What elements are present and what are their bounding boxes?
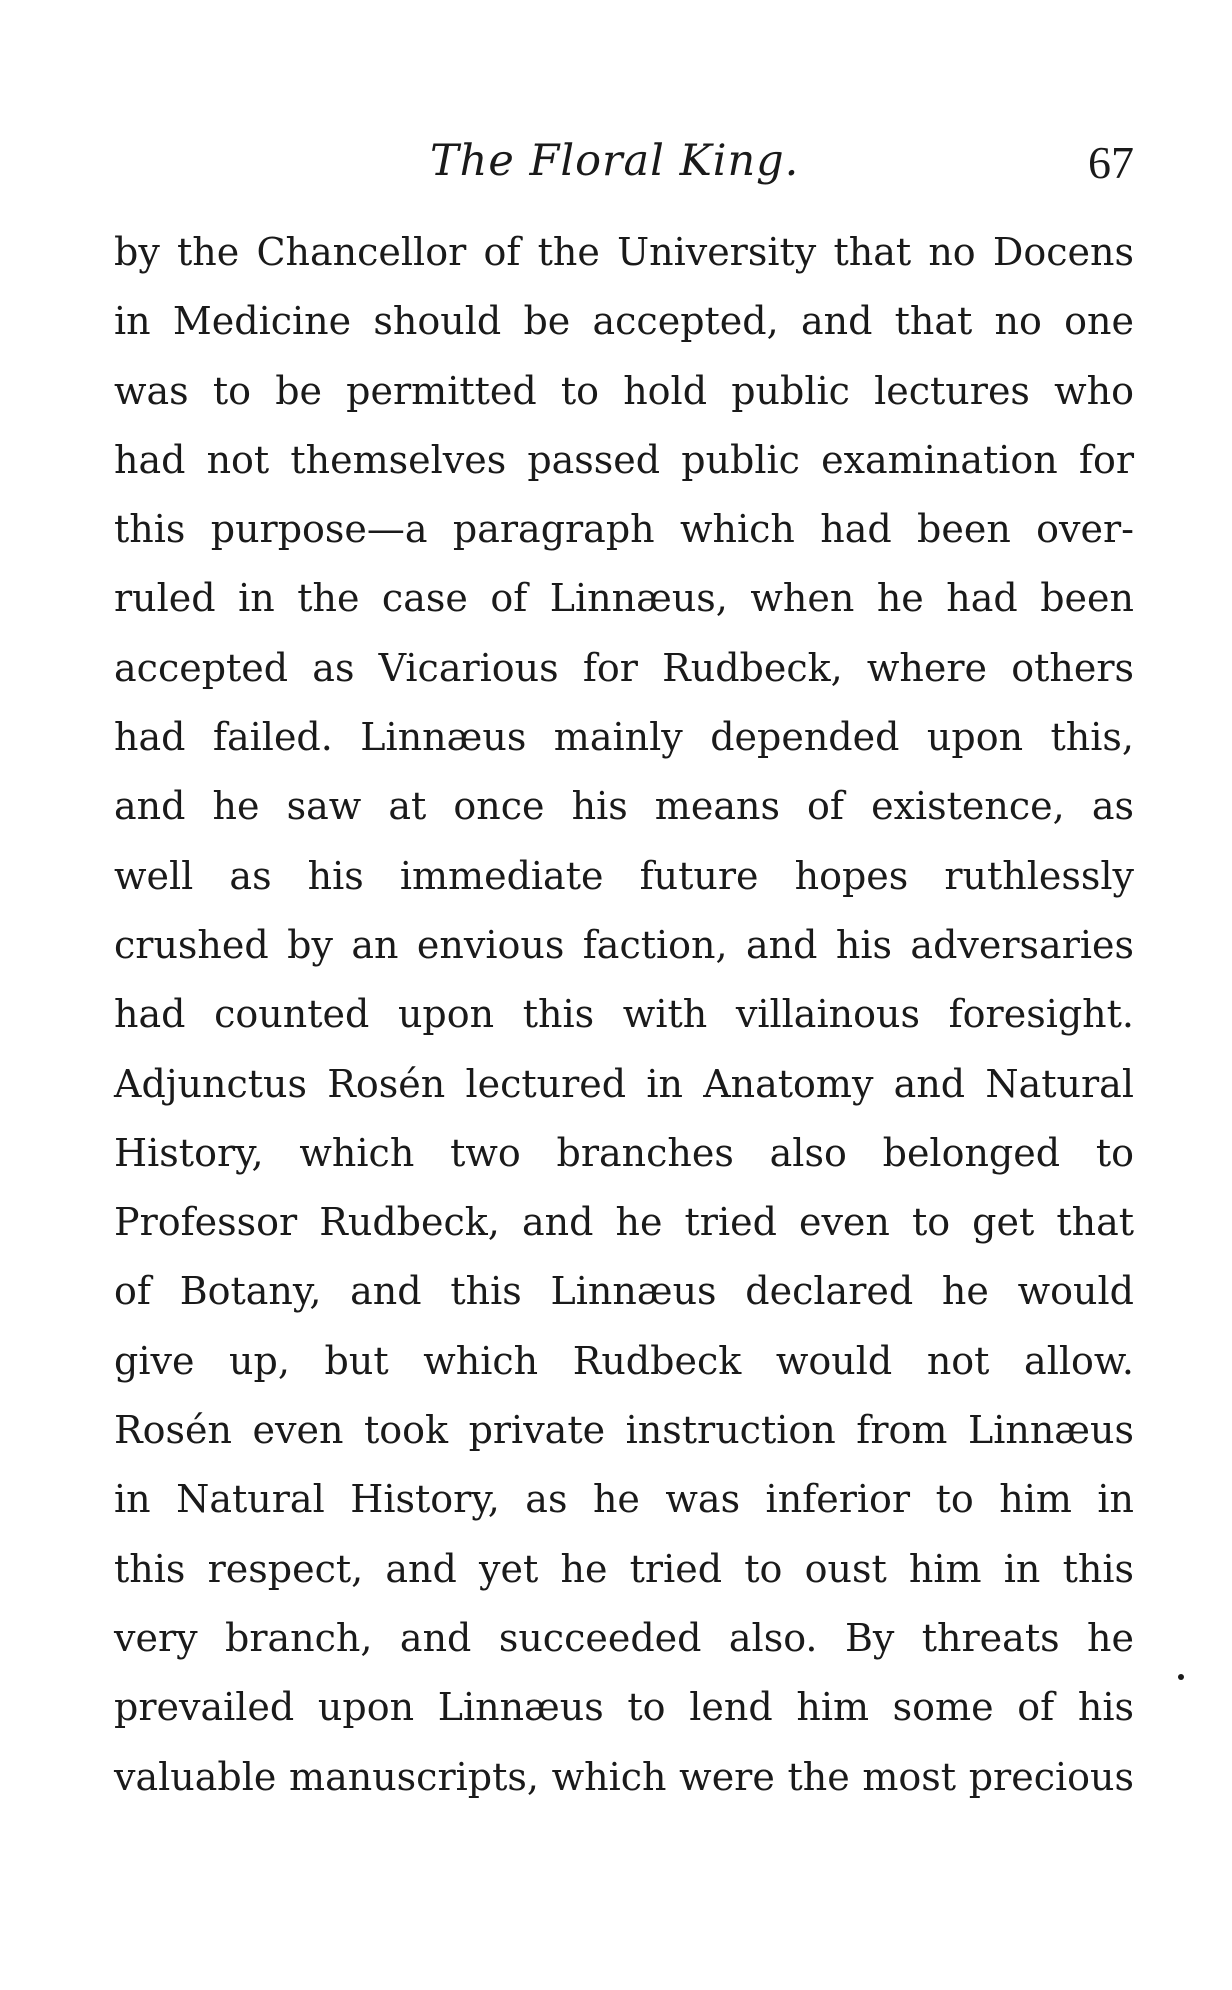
text-line: very branch, and succeeded also. By threats he: [114, 1615, 1134, 1660]
text-line: was to be permitted to hold public lectures who: [114, 368, 1134, 413]
text-line: Adjunctus Rosén lectured in Anatomy and Natural: [114, 1061, 1134, 1106]
running-title: The Floral King.: [430, 136, 800, 186]
running-head: [114, 136, 1134, 196]
text-line: give up, but which Rudbeck would not allow.: [114, 1338, 1134, 1383]
text-line: History, which two branches also belonged to: [114, 1130, 1134, 1175]
text-line: crushed by an envious faction, and his adversaries: [114, 922, 1134, 967]
text-line: of Botany, and this Linnæus declared he would: [114, 1269, 1134, 1314]
text-line: in Medicine should be accepted, and that no one: [114, 299, 1134, 344]
text-line: had not themselves passed public examination for: [114, 437, 1134, 482]
text-line: prevailed upon Linnæus to lend him some of his: [114, 1685, 1134, 1730]
text-line: this purpose—a paragraph which had been over-: [114, 507, 1134, 552]
text-line: ruled in the case of Linnæus, when he had been: [114, 576, 1134, 621]
text-line: accepted as Vicarious for Rudbeck, where others: [114, 645, 1134, 690]
ink-speck: [1178, 1674, 1184, 1680]
text-line: had counted upon this with villainous foresight.: [114, 992, 1134, 1037]
text-line: had failed. Linnæus mainly depended upon this,: [114, 715, 1134, 760]
text-line: valuable manuscripts, which were the most precious: [114, 1754, 1134, 1799]
text-line: this respect, and yet he tried to oust him in this: [114, 1546, 1134, 1591]
text-line: in Natural History, as he was inferior to him in: [114, 1477, 1134, 1522]
text-line: and he saw at once his means of existence, as: [114, 784, 1134, 829]
body-paragraph: [114, 222, 1134, 1816]
text-line: by the Chancellor of the University that no Docens: [114, 230, 1134, 274]
text-line: Professor Rudbeck, and he tried even to get that: [114, 1200, 1134, 1245]
page-number: 67: [1088, 137, 1134, 188]
text-line: Rosén even took private instruction from Linnæus: [114, 1408, 1134, 1453]
text-line: well as his immediate future hopes ruthlessly: [114, 853, 1134, 898]
